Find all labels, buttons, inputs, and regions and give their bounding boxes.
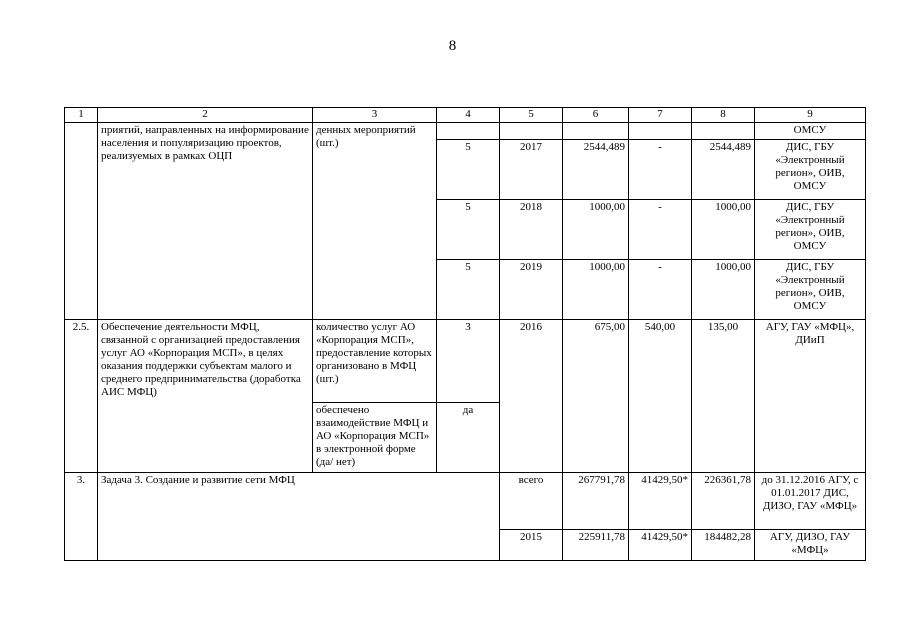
value-cell: да: [437, 403, 500, 473]
total-cell: 2544,489: [563, 140, 629, 200]
federal-cell: 540,00: [629, 320, 692, 473]
activity-cell: Обеспечение деятельности МФЦ, связанной с организацией предоставления услуг АО «Корпорация МСП», в целях оказания поддержки субъектам малого и среднего предпринимательства (доработка АИС МФЦ): [98, 320, 313, 473]
other-cell: 1000,00: [692, 260, 755, 320]
table-row: [65, 123, 866, 140]
other-cell: 2544,489: [692, 140, 755, 200]
column-header: 9: [755, 108, 866, 123]
executor-cell: АГУ, ДИЗО, ГАУ «МФЦ»: [755, 530, 866, 561]
other-cell: [692, 123, 755, 140]
column-header: 2: [98, 108, 313, 123]
federal-cell: [629, 123, 692, 140]
column-header: 6: [563, 108, 629, 123]
total-cell: 225911,78: [563, 530, 629, 561]
value-cell: 5: [437, 200, 500, 260]
column-header: 8: [692, 108, 755, 123]
column-header: 7: [629, 108, 692, 123]
other-cell: 135,00: [692, 320, 755, 473]
other-cell: 184482,28: [692, 530, 755, 561]
indicator-cell: денных мероприятий (шт.): [313, 123, 437, 320]
indicator-cell: количество услуг АО «Корпорация МСП», предоставление которых организовано в МФЦ (шт.): [313, 320, 437, 403]
value-cell: [437, 123, 500, 140]
executor-cell: АГУ, ГАУ «МФЦ», ДИиП: [755, 320, 866, 473]
federal-cell: -: [629, 140, 692, 200]
indicator-cell: обеспечено взаимодействие МФЦ и АО «Корпорация МСП» в электронной форме (да/ нет): [313, 403, 437, 473]
total-cell: 267791,78: [563, 473, 629, 530]
column-header: 5: [500, 108, 563, 123]
total-cell: 1000,00: [563, 260, 629, 320]
header-row: [65, 108, 866, 123]
year-cell: 2016: [500, 320, 563, 473]
table-row: [65, 320, 866, 403]
year-cell: [500, 123, 563, 140]
row-number: [65, 123, 98, 320]
executor-cell: ДИС, ГБУ «Электронный регион», ОИВ, ОМСУ: [755, 260, 866, 320]
program-table: [64, 107, 866, 561]
federal-cell: 41429,50*: [629, 473, 692, 530]
total-cell: 1000,00: [563, 200, 629, 260]
row-number: 3.: [65, 473, 98, 561]
value-cell: 5: [437, 260, 500, 320]
year-cell: всего: [500, 473, 563, 530]
column-header: 1: [65, 108, 98, 123]
year-cell: 2015: [500, 530, 563, 561]
column-header: 4: [437, 108, 500, 123]
federal-cell: -: [629, 260, 692, 320]
executor-cell: ДИС, ГБУ «Электронный регион», ОИВ, ОМСУ: [755, 200, 866, 260]
year-cell: 2017: [500, 140, 563, 200]
total-cell: 675,00: [563, 320, 629, 473]
page-number: 8: [448, 38, 457, 54]
year-cell: 2019: [500, 260, 563, 320]
task-cell: Задача 3. Создание и развитие сети МФЦ: [98, 473, 500, 561]
executor-cell: до 31.12.2016 АГУ, с 01.01.2017 ДИС, ДИЗО, ГАУ «МФЦ»: [755, 473, 866, 530]
executor-cell: ДИС, ГБУ «Электронный регион», ОИВ, ОМСУ: [755, 140, 866, 200]
total-cell: [563, 123, 629, 140]
row-number: 2.5.: [65, 320, 98, 473]
activity-cell: приятий, направленных на информирование населения и популяризацию проектов, реализуемых в рамках ОЦП: [98, 123, 313, 320]
executor-cell: ОМСУ: [755, 123, 866, 140]
other-cell: 226361,78: [692, 473, 755, 530]
table-row: [65, 473, 866, 530]
federal-cell: -: [629, 200, 692, 260]
year-cell: 2018: [500, 200, 563, 260]
federal-cell: 41429,50*: [629, 530, 692, 561]
other-cell: 1000,00: [692, 200, 755, 260]
value-cell: 3: [437, 320, 500, 403]
column-header: 3: [313, 108, 437, 123]
value-cell: 5: [437, 140, 500, 200]
